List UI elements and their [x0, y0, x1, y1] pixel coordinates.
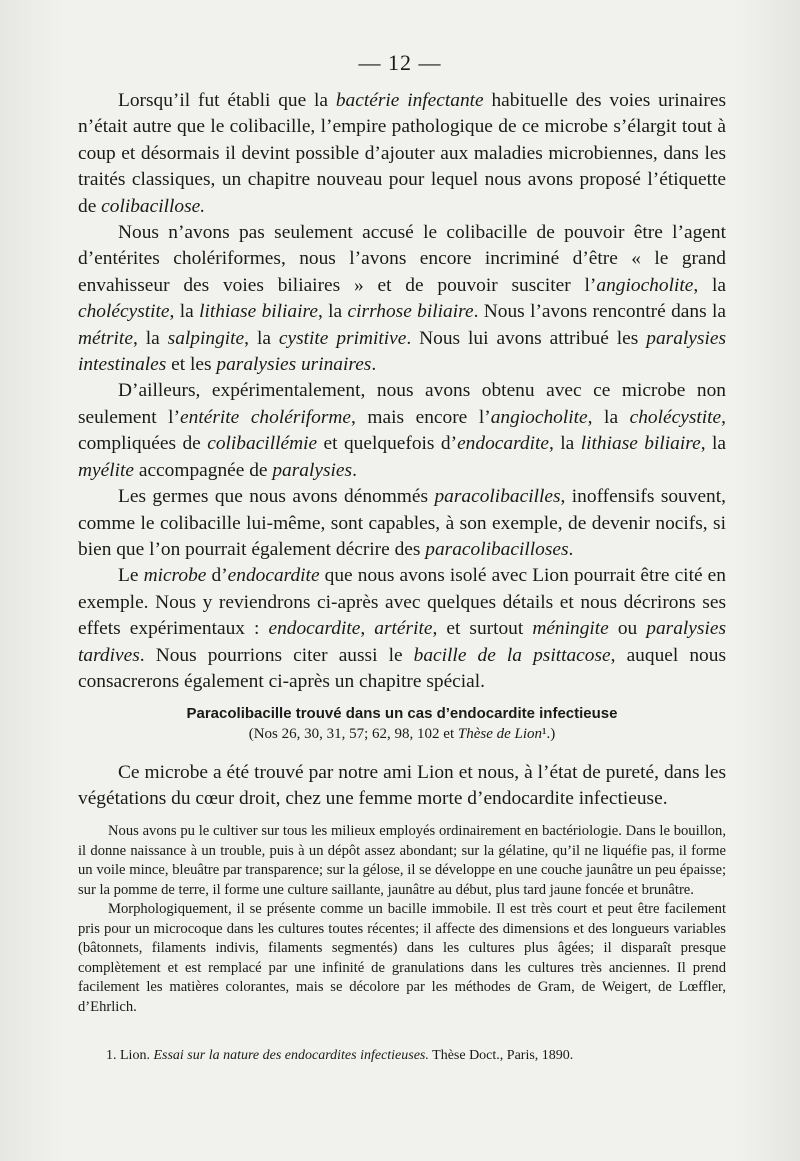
- italic-term: myélite: [78, 459, 134, 481]
- paragraph-endocardite-microbe: Le microbe d’endocardite que nous avons isolé avec Lion pourrait être cité en exemple. Nous y reviendrons ci-après avec quelques détails et nous décrirons ses effets expérimentaux : endocardite, artérite, et surtout méningite ou paralysies tardives. Nous pourrions citer aussi le bacille de la psittacose, auquel nous consacrerons également ci-après un chapitre spécial.: [78, 565, 726, 692]
- italic-term: paracolibacilles: [434, 486, 561, 508]
- paragraph-colibacillose: Lorsqu’il fut établi que la bactérie infectante habituelle des voies urinaires n’était autre que le colibacille, l’empire pathologique de ce microbe s’élargit tout à coup et désormais il devint possible d’ajouter aux maladies microbiennes, dans les traités classiques, un chapitre nouveau pour lequel nous avons proposé l’étiquette de colibacillose.: [78, 90, 726, 217]
- small-print-text: [78, 822, 726, 1017]
- italic-term: artérite: [374, 618, 433, 640]
- italic-term: cirrhose biliaire: [347, 301, 474, 323]
- italic-term: paralysies tardives: [78, 618, 726, 666]
- italic-term: Thèse de Lion: [457, 726, 543, 742]
- footnote-text: 1. Lion. Essai sur la nature des endocardites infectieuses. Thèse Doct., Paris, 1890.: [106, 1048, 574, 1063]
- italic-term: paralysies intestinales: [78, 327, 726, 376]
- italic-term: angiocholite: [490, 406, 588, 428]
- italic-term: cholécystite: [629, 406, 722, 428]
- italic-term: colibacillose.: [101, 195, 206, 217]
- italic-term: paralysies: [272, 459, 353, 481]
- italic-term: microbe: [143, 565, 207, 587]
- italic-term: bacille de la psittacose: [413, 644, 611, 666]
- page-number: — 12 —: [358, 50, 442, 75]
- paragraph-microbe-found: Ce microbe a été trouvé par notre ami Lion et nous, à l’état de pureté, dans les végétations du cœur droit, chez une femme morte d’endocardite infectieuse.: [78, 762, 726, 810]
- section-references: (Nos 26, 30, 31, 57; 62, 98, 102 et Thèse de Lion¹.): [248, 726, 556, 742]
- italic-term: métrite: [78, 327, 133, 349]
- footnote: [78, 1046, 726, 1065]
- italic-term: angiocholite: [596, 274, 694, 296]
- italic-term: entérite cholériforme: [180, 406, 351, 428]
- italic-term: lithiase biliaire: [580, 433, 701, 455]
- italic-term: lithiase biliaire: [199, 301, 318, 323]
- italic-term: endocardite: [227, 565, 320, 587]
- italic-term: cholécystite: [78, 301, 170, 323]
- paragraph-enterites: Nous n’avons pas seulement accusé le colibacille de pouvoir être l’agent d’entérites cholériformes, nous l’avons encore incriminé d’être « le grand envahisseur des voies biliaires » et de pouvoir susciter l’angiocholite, la cholécystite, la lithiase biliaire, la cirrhose biliaire. Nous l’avons rencontré dans la métrite, la salpingite, la cystite primitive. Nous lui avons attribué les paralysies intestinales et les paralysies urinaires.: [78, 222, 727, 376]
- italic-term: endocardite: [457, 433, 549, 455]
- italic-term: paracolibacilloses: [425, 538, 569, 560]
- italic-term: méningite: [532, 618, 609, 640]
- paragraph-morphology: Morphologiquement, il se présente comme un bacille immobile. Il est très court et peut être facilement pris pour un microcoque dans les cultures toutes récentes; il affecte des dimensions et des longueurs variables (bâtonnets, filaments indivis, filaments segmentés) dans les cultures plus âgées; il disparaît presque complètement et est remplacé par une infinité de granulations dans les cultures très anciennes. Il prend facilement les matières colorantes, mais se décolore par les méthodes de Gram, de Weigert, de Lœffler, d’Ehrlich.: [78, 901, 726, 1015]
- italic-term: salpingite: [167, 327, 245, 349]
- paragraph-experimental: D’ailleurs, expérimentalement, nous avons obtenu avec ce microbe non seulement l’entérite cholériforme, mais encore l’angiocholite, la cholécystite, compliquées de colibacillémie et quelquefois d’endocardite, la lithiase biliaire, la myélite accompagnée de paralysies.: [78, 380, 727, 481]
- italic-term: paralysies urinaires: [216, 354, 372, 376]
- main-text: [78, 88, 726, 695]
- italic-term: bactérie infectante: [335, 90, 484, 111]
- italic-term: cystite primitive: [278, 327, 407, 349]
- section-heading: Paracolibacille trouvé dans un cas d’endocardite infectieuse: [186, 705, 618, 722]
- italic-term: endocardite: [268, 618, 361, 640]
- italic-term: colibacillémie: [207, 433, 318, 455]
- paragraph-paracolibacilles: Les germes que nous avons dénommés paracolibacilles, inoffensifs souvent, comme le colibacille lui-même, sont capables, à son exemple, de devenir nocifs, si bien que l’on pourrait également décrire des paracolibacilloses.: [78, 486, 726, 560]
- section-intro: [78, 760, 726, 813]
- paragraph-cultures: Nous avons pu le cultiver sur tous les milieux employés ordinairement en bactériologie. Dans le bouillon, il donne naissance à un trouble, puis à un dépôt assez abondant; sur la gélatine, qu’il ne liquéfie pas, il forme un voile mince, bleuâtre par transparence; sur la gélose, il se développe en une couche jaunâtre un peu épaisse; sur la pomme de terre, il forme une culture saillante, jaunâtre au début, plus tard jaune foncée et brunâtre.: [78, 823, 726, 898]
- italic-term: Essai sur la nature des endocardites infectieuses.: [153, 1048, 429, 1063]
